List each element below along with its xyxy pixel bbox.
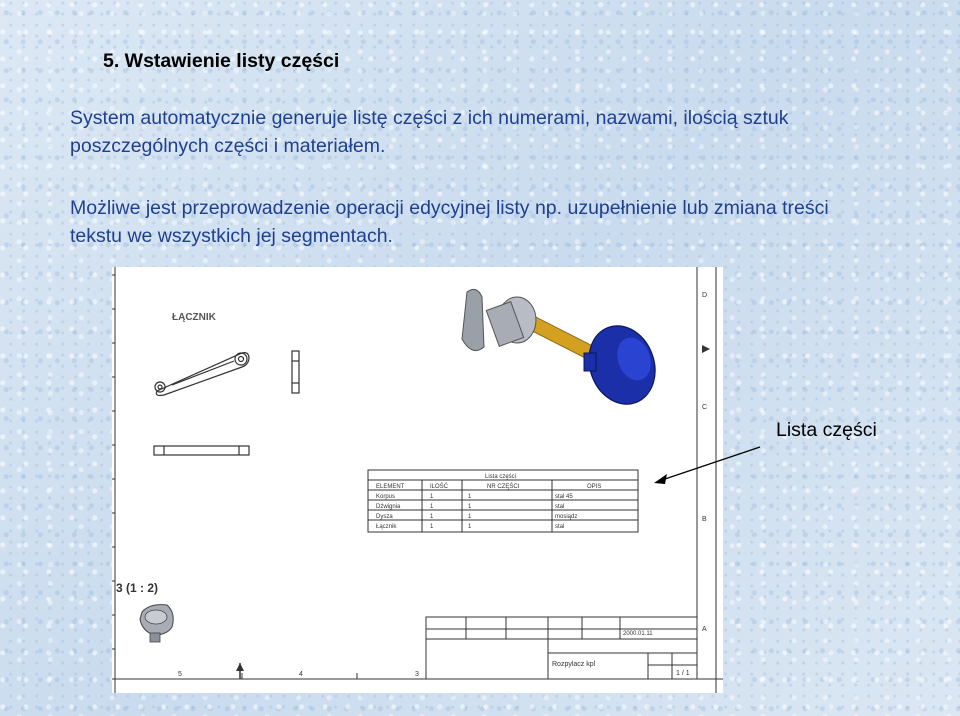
callout-parts-list-label: Lista części	[776, 419, 877, 441]
pin-view	[292, 351, 299, 393]
parts-list-title: Lista części	[485, 474, 517, 480]
parts-row-4-element: Łącznik	[376, 524, 397, 530]
parts-row-4-desc: stal	[555, 524, 565, 530]
drawing-canvas	[112, 267, 723, 693]
zone-letter-b: B	[702, 516, 707, 523]
parts-row-3-partno: 1	[468, 514, 472, 520]
parts-header-desc: OPIS	[587, 484, 602, 490]
slide-title: 5. Wstawienie listy części	[103, 50, 340, 72]
nozzle-detail-view	[140, 605, 173, 642]
link-side-view	[154, 446, 249, 455]
zone-number-4: 4	[299, 671, 303, 678]
parts-header-element: ELEMENT	[376, 484, 405, 490]
zone-letter-a: A	[702, 626, 707, 633]
title-block-date: 2000.01.11	[623, 631, 653, 637]
parts-row-3-element: Dysza	[376, 514, 393, 520]
zone-letter-c: C	[702, 404, 708, 411]
zone-letter-d: D	[702, 292, 708, 299]
parts-row-2-partno: 1	[468, 504, 472, 510]
center-mark-right	[702, 345, 710, 353]
parts-row-1-desc: stal 45	[555, 494, 573, 500]
parts-row-2-desc: stal	[555, 504, 565, 510]
parts-row-4-partno: 1	[468, 524, 472, 530]
parts-row-3-qty: 1	[430, 514, 434, 520]
zone-number-5: 5	[178, 671, 182, 678]
parts-row-1-element: Korpus	[376, 494, 396, 500]
section-scale-label: 3 (1 : 2)	[116, 581, 159, 595]
parts-row-1-partno: 1	[468, 494, 472, 500]
title-block	[426, 617, 697, 679]
parts-row-2-element: Dźwignia	[376, 504, 401, 510]
assembly-3d-view	[462, 289, 666, 413]
parts-header-partno: NR CZĘŚCI	[487, 484, 520, 490]
parts-row-4-qty: 1	[430, 524, 434, 530]
title-block-name: Rozpylacz kpl	[552, 661, 596, 668]
parts-header-qty: ILOŚĆ	[430, 484, 449, 490]
paragraph-editing: Możliwe jest przeprowadzenie operacji edycyjnej listy np. uzupełnienie lub zmiana treści tekstu we wszystkich jej segmentach.	[70, 197, 829, 247]
title-block-sheet: 1 / 1	[676, 670, 690, 677]
parts-row-1-qty: 1	[430, 494, 434, 500]
zone-number-3: 3	[415, 671, 419, 678]
parts-row-2-qty: 1	[430, 504, 434, 510]
technical-drawing	[112, 267, 723, 693]
part-label: ŁĄCZNIK	[172, 312, 216, 323]
linkage-view	[155, 353, 249, 396]
parts-row-3-desc: mosiądz	[555, 514, 578, 520]
paragraph-intro: System automatycznie generuje listę części z ich numerami, nazwami, ilością sztuk poszczególnych części i materiałem.	[70, 107, 789, 157]
